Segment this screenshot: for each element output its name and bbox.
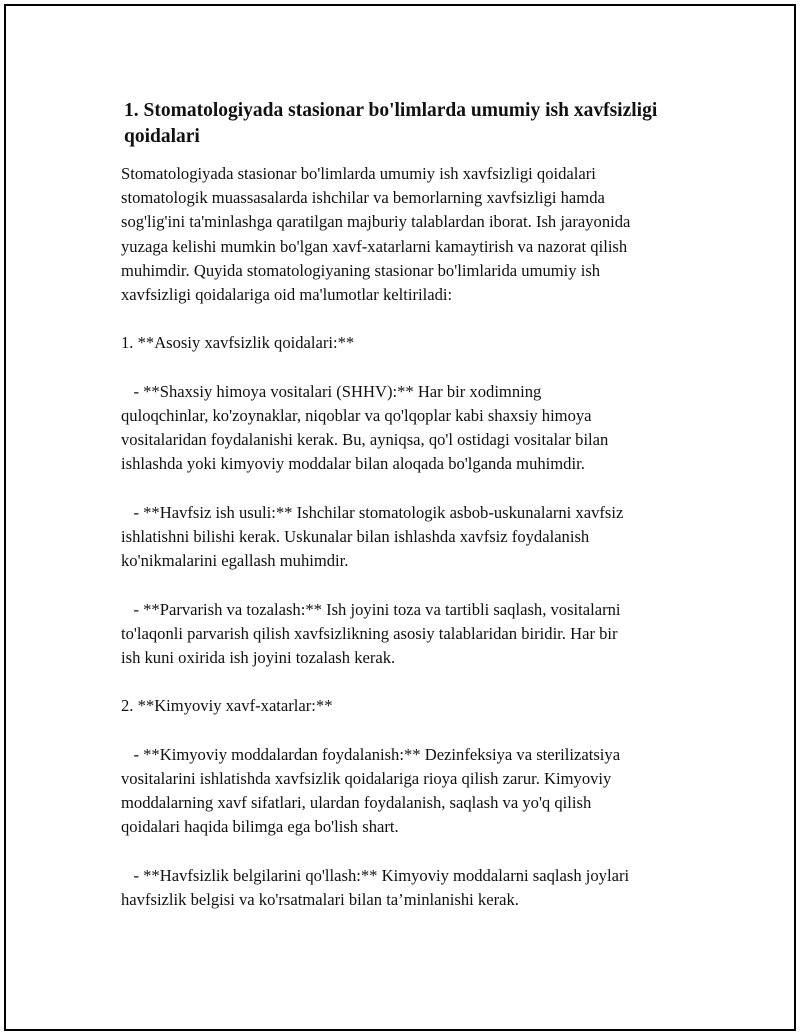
document-body: Stomatologiyada stasionar bo'limlarda umumiy ish xavfsizligi qoidalari stomatologik muassasalarda ishchilar va bemorlarning xavfsizligi hamda sog'lig'ini ta'minlashga qaratilgan majburiy talablardan iborat. Ish jarayonida yuzaga kelishi mumkin bo'lgan xavf-xatarlarni kamaytirish va nazorat qilish muhimdir. Quyida stomatologiyaning stasionar bo'limlarida umumiy ish xavfsizligi qoidalariga oid ma'lumotlar keltiriladi: 1. **Asosiy xavfsizlik qoidalari:** - **Shaxsiy himoya vositalari (SHHV):** Har bir xodimning quloqchinlar, ko'zoynaklar, niqoblar va qo'lqoplar kabi shaxsiy himoya vositalaridan foydalanishi kerak. Bu, ayniqsa, qo'l ostidagi vositalar bilan ishlashda yoki kimyoviy moddalar bilan aloqada bo'lganda muhimdir. - **Havfsiz ish usuli:** Ishchilar stomatologik asbob-uskunalarni xavfsiz ishlatishni bilishi kerak. Uskunalar bilan ishlashda xavfsiz foydalanish ko'nikmalarini egallash muhimdir. - **Parvarish va tozalash:** Ish joyini toza va tartibli saqlash, vositalarni to'laqonli parvarish qilish xavfsizlikning asosiy talablaridan biridir. Har bir ish kuni oxirida ish joyini tozalash kerak. 2. **Kimyoviy xavf-xatarlar:** - **Kimyoviy moddalardan foydalanish:** Dezinfeksiya va sterilizatsiya vositalarini ishlatishda xavfsizlik qoidalariga rioya qilish zarur. Kimyoviy moddalarning xavf sifatlari, ulardan foydalanish, saqlash va yo'q qilish qoidalari haqida bilimga ega bo'lish shart. - **Havfsizlik belgilarini qo'llash:** Kimyoviy moddalarni saqlash joylari havfsizlik belgisi va ko'rsatmalari bilan ta’minlanishi kerak. xyxy=(121,164,631,910)
document-title: 1. Stomatologiyada stasionar bo'limlarda umumiy ish xavfsizligi qoidalari xyxy=(124,100,658,147)
page-frame xyxy=(4,4,796,1031)
document-content xyxy=(121,98,701,912)
